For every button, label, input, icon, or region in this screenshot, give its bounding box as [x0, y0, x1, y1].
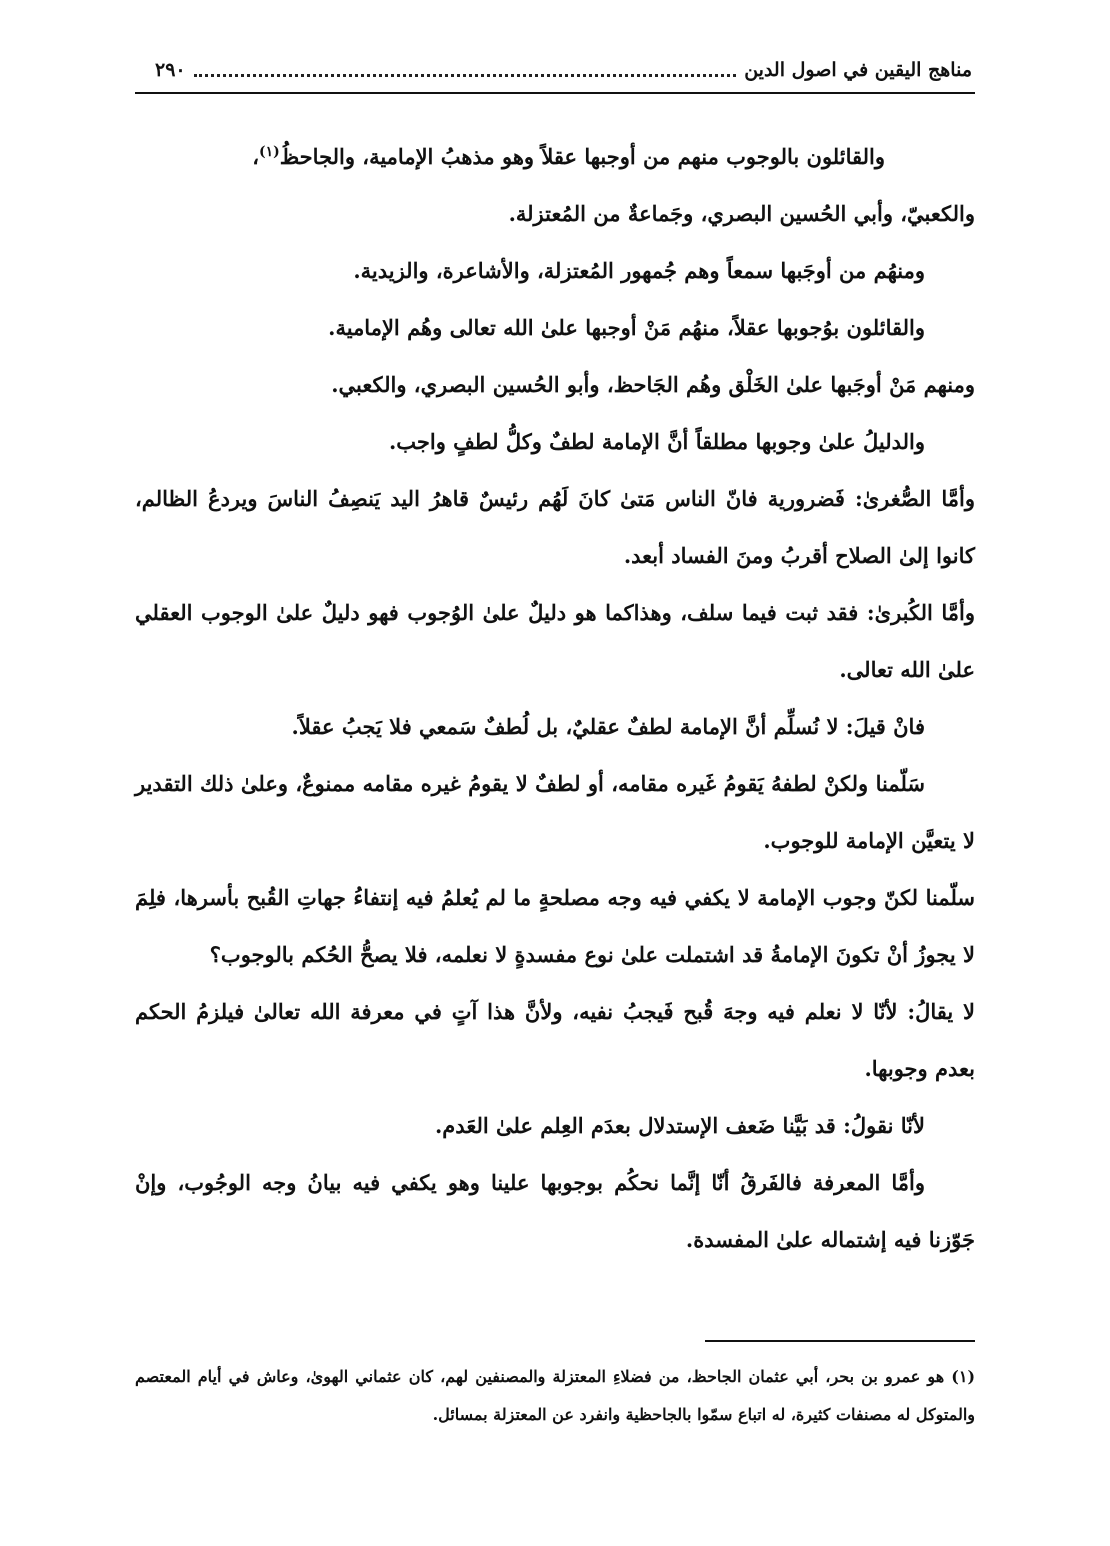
- paragraph: وأمَّا الكُبرىٰ: فقد ثبت فيما سلف، وهذاكما هو دليلٌ علىٰ الوُجوب فهو دليلٌ علىٰ الوجوب العقلي علىٰ الله تعالى.: [135, 600, 975, 682]
- footnotes: [135, 1358, 975, 1434]
- paragraph: سلّمنا لكنّ وجوب الإمامة لا يكفي فيه وجه مصلحةٍ ما لم يُعلمُ فيه إنتفاءُ جهاتِ القُبح بأسرها، فلِمَ لا يجوزُ أنْ تكونَ الإمامةُ قد اشتملت علىٰ نوع مفسدةٍ لا نعلمه، فلا يصحُّ الحُكم بالوجوب؟: [135, 885, 975, 967]
- book-title: مناهج اليقين في اصول الدين: [744, 59, 972, 81]
- dotted-leader: [194, 64, 737, 77]
- running-header: [155, 50, 972, 90]
- footnote: (١) هو عمرو بن بحر، أبي عثمان الجاحظ، من فضلاءِ المعتزلة والمصنفين لهم، كان عثماني الهوىٰ، وعاش في أيام المعتصم والمتوكل له مصنفات كثيرة، له اتباع سمّوا بالجاحظية وانفرد عن المعتزلة بمسائل.: [135, 1367, 976, 1424]
- paragraph: لأنّا نقولُ: قد بَيَّنا ضَعف الإستدلال بعدَم العِلم علىٰ العَدم.: [434, 1113, 925, 1138]
- paragraph: فانْ قيلَ: لا نُسلِّم أنَّ الإمامة لطفٌ عقليٌ، بل لُطفٌ سَمعي فلا يَجبُ عقلاً.: [291, 714, 925, 739]
- paragraph: والقائلون بوُجوبها عقلاً، منهُم مَنْ أوجبها علىٰ الله تعالى وهُم الإمامية.: [328, 315, 925, 340]
- paragraph: ومنهُم من أوجَبها سمعاً وهم جُمهور المُعتزلة، والأشاعرة، والزيدية.: [353, 258, 925, 283]
- paragraph: سَلّمنا ولكنْ لطفهُ يَقومُ غَيره مقامه، أو لطفٌ لا يقومُ غيره مقامه ممنوعٌ، وعلىٰ ذلك التقدير لا يتعيَّن الإمامة للوجوب.: [135, 771, 975, 853]
- paragraph: لا يقالُ: لأنّا لا نعلم فيه وجهَ قُبح فَيجبُ نفيه، ولأنَّ هذا آتٍ في معرفة الله تعالىٰ فيلزمُ الحكم بعدم وجوبها.: [135, 999, 975, 1081]
- header-rule: [135, 92, 975, 94]
- paragraph: والقائلون بالوجوب منهم من أوجبها عقلاً وهو مذهبُ الإمامية، والجاحظُ$^{(١)}$،: [252, 144, 885, 169]
- paragraph: والدليلُ علىٰ وجوبها مطلقاً أنَّ الإمامة لطفٌ وكلُّ لطفٍ واجب.: [388, 429, 925, 454]
- paragraph: وأمَّا الصُّغرىٰ: فَضرورية فانّ الناس مَتىٰ كانَ لَهُم رئيسٌ قاهرُ اليد يَنصِفُ الناسَ ويردعُ الظالم، كانوا إلىٰ الصلاح أقربُ ومنَ الفساد أبعد.: [135, 486, 975, 568]
- paragraph: وأمَّا المعرفة فالفَرقُ أنّا إنَّما نحكُم بوجوبها علينا وهو يكفي فيه بيانُ وجه الوجُوب، وإنْ جَوّزنا فيه إشتماله علىٰ المفسدة.: [135, 1170, 975, 1252]
- paragraph: والكعبيّ، وأبي الحُسين البصري، وجَماعةٌ من المُعتزلة.: [508, 201, 975, 226]
- footnote-rule: [705, 1340, 975, 1342]
- page-number: ٢٩٠: [155, 59, 186, 81]
- footnote-reference: (١): [258, 144, 280, 160]
- main-text: [135, 128, 975, 1268]
- paragraph: ومنهم مَنْ أوجَبها علىٰ الخَلْق وهُم الجَاحظ، وأبو الحُسين البصري، والكعبي.: [331, 372, 975, 397]
